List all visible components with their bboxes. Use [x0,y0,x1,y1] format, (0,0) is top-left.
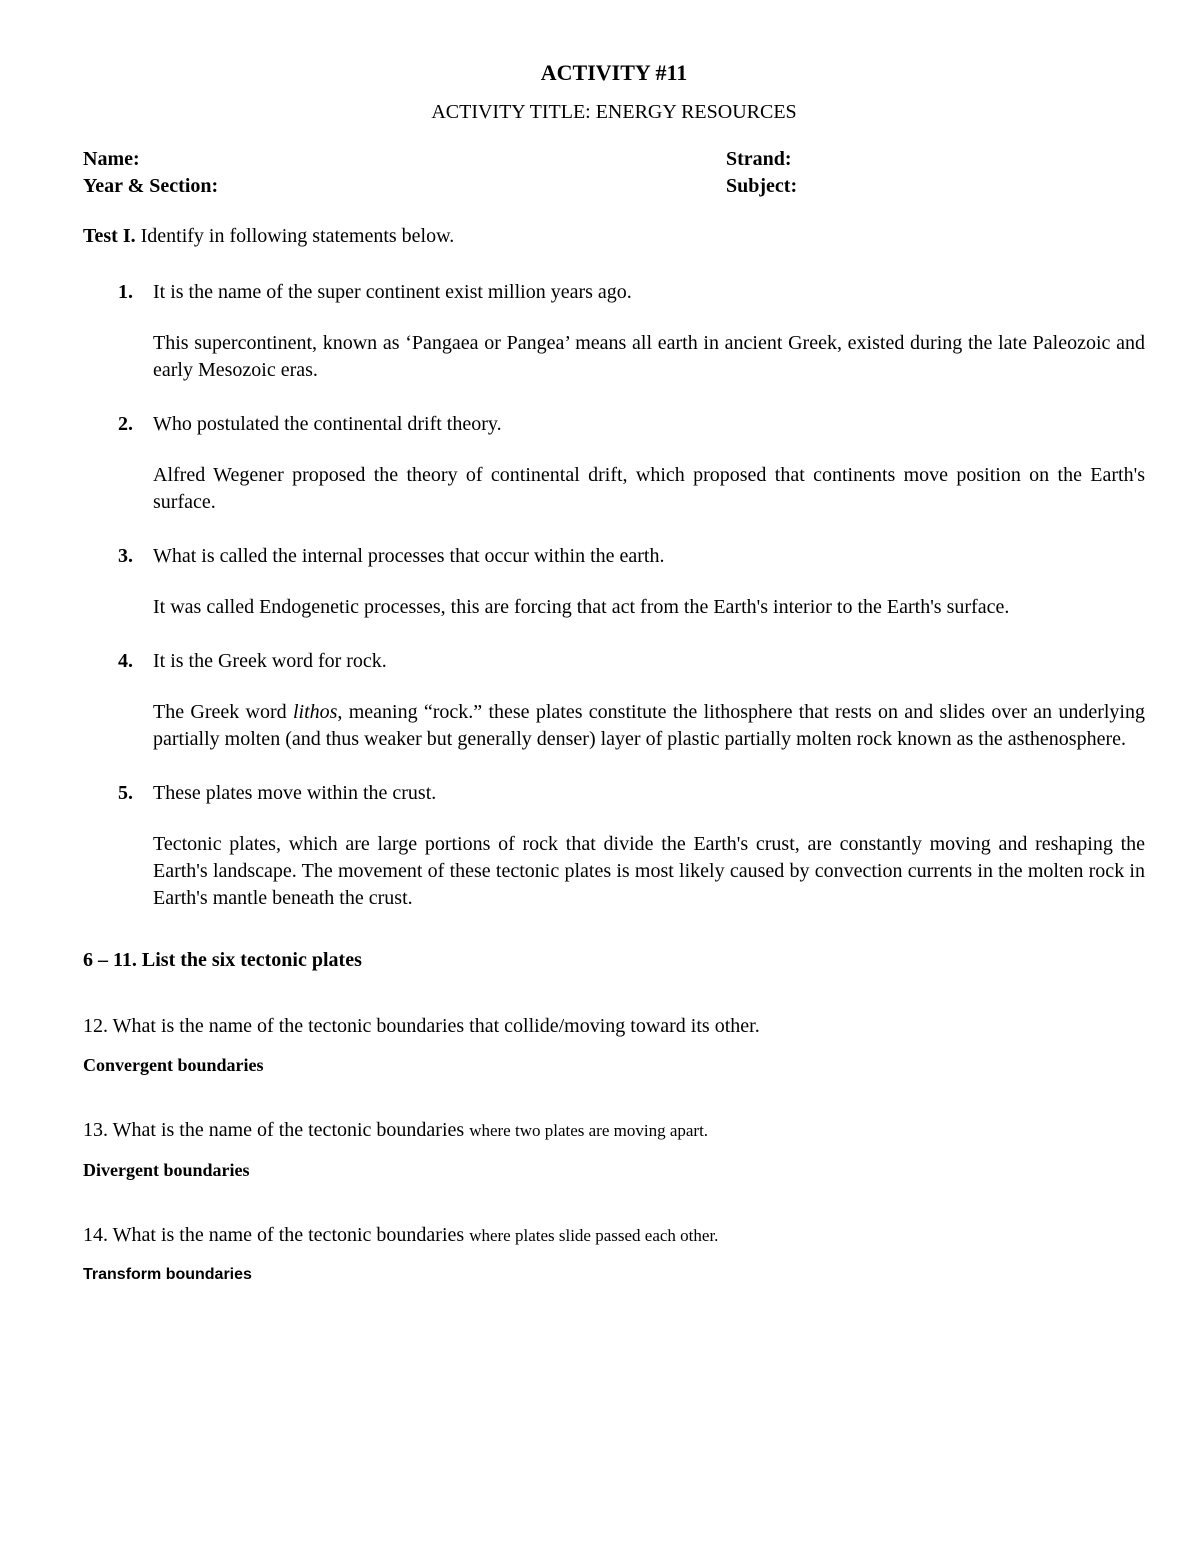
answer-14: Transform boundaries [83,1266,252,1283]
item-question: It is the name of the super continent exist million years ago. [153,281,632,303]
name-label: Name: [83,148,140,170]
list-item [83,779,1145,912]
question-13-main: 13. What is the name of the tectonic boundaries [83,1119,470,1141]
document-page [83,56,1145,1288]
test-label: Test I. [83,225,136,247]
info-left-column [83,146,218,200]
question-13 [83,1116,1145,1145]
year-section-label: Year & Section: [83,175,219,197]
question-14-tail: where plates slide passed each other. [469,1226,719,1245]
item-answer: Alfred Wegener proposed the theory of continental drift, which proposed that continents move position on the Earth's surface. [153,464,1145,513]
info-right-column [726,146,797,200]
item-number: 5. [118,782,133,804]
answer-italic-term: lithos [292,701,338,723]
list-item [83,410,1145,516]
question-14-main: 14. What is the name of the tectonic boundaries [83,1224,470,1246]
question-14 [83,1221,1145,1250]
test-instruction [83,222,1145,250]
question-list [83,278,1145,912]
strand-label: Strand: [726,148,792,170]
item-number: 1. [118,281,133,303]
item-question: What is called the internal processes that occur within the earth. [153,545,665,567]
question-13-tail: where two plates are moving apart. [469,1121,709,1140]
item-question: These plates move within the crust. [153,782,437,804]
answer-text-pre: The Greek word [153,701,293,723]
item-number: 4. [118,650,133,672]
item-answer: It was called Endogenetic processes, this are forcing that act from the Earth's interior to the Earth's surface. [153,596,1010,618]
student-info-block [83,146,1145,200]
item-answer: Tectonic plates, which are large portions of rock that divide the Earth's crust, are constantly moving and reshaping the Earth's landscape. The movement of these tectonic plates is most likely caused by convection currents in the molten rock in Earth's mantle beneath the crust. [153,833,1145,909]
item-question: It is the Greek word for rock. [153,650,387,672]
list-item [83,278,1145,384]
answer-13: Divergent boundaries [83,1160,250,1180]
activity-title: ACTIVITY TITLE: ENERGY RESOURCES [431,101,797,123]
subject-label: Subject: [726,175,798,197]
test-instruction-text: Identify in following statements below. [135,225,455,247]
list-item [83,647,1145,753]
answer-text-post: , meaning “rock.” these plates constitute the lithosphere that rests on and slides over an underlying partially molten (and thus weaker but generally denser) layer of plastic partially molten rock known as the asthenosphere. [153,701,1145,750]
answer-12: Convergent boundaries [83,1055,264,1075]
list-item [83,542,1145,621]
item-question: Who postulated the continental drift theory. [153,413,502,435]
question-12: 12. What is the name of the tectonic boundaries that collide/moving toward its other. [83,1015,760,1037]
item-number: 3. [118,545,133,567]
document-title: ACTIVITY #11 [540,60,688,85]
section-heading-tectonic-plates: 6 – 11. List the six tectonic plates [83,949,362,971]
item-answer: This supercontinent, known as ‘Pangaea or Pangea’ means all earth in ancient Greek, existed during the late Paleozoic and early Mesozoic eras. [153,332,1145,381]
item-answer [153,699,1145,753]
item-number: 2. [118,413,133,435]
